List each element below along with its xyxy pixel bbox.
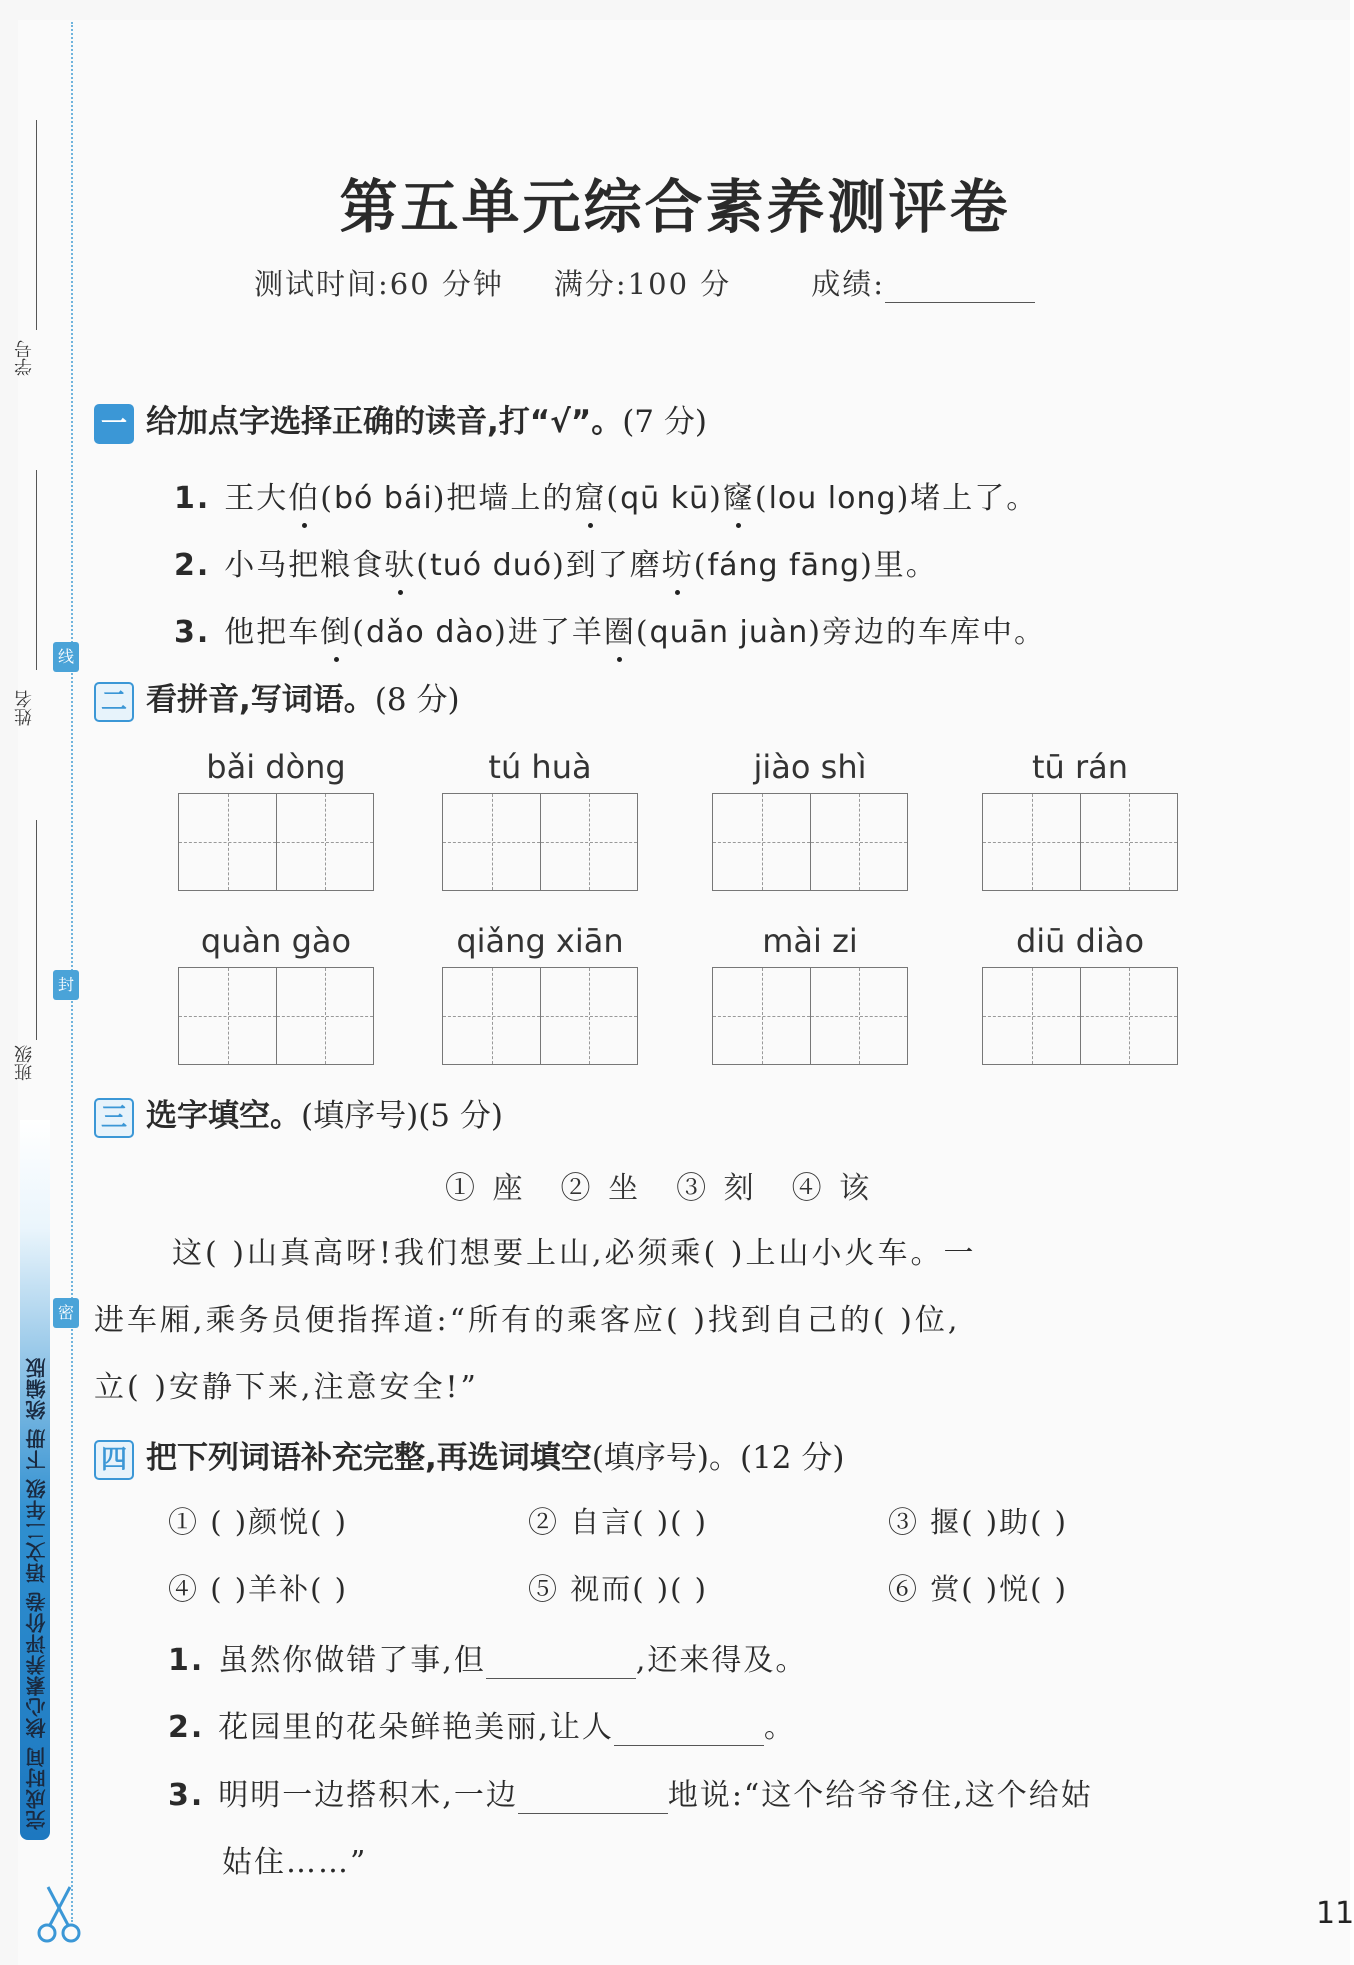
- pinyin-choice[interactable]: tuó duó: [430, 548, 553, 583]
- s3-passage-line-3: 立( )安静下来,注意安全!”: [94, 1370, 479, 1405]
- section-4-points: (填序号)。(12 分): [591, 1440, 845, 1476]
- dotted-char: 倒: [320, 615, 353, 650]
- item-number: 3.: [168, 1778, 205, 1813]
- option: ① 座: [445, 1171, 527, 1206]
- pinyin-choice[interactable]: lou long: [768, 481, 897, 516]
- name-label: 姓名: [14, 690, 35, 726]
- text: (: [320, 481, 334, 516]
- pinyin-choice[interactable]: qū kū: [620, 481, 710, 516]
- item-number: 1.: [168, 1643, 205, 1678]
- text: ): [709, 481, 723, 516]
- section-3-points: (填序号)(5 分): [301, 1098, 503, 1134]
- dotted-char: 圈: [603, 615, 636, 650]
- full-score: 满分:100 分: [553, 267, 732, 301]
- answer-blank[interactable]: [614, 1716, 764, 1746]
- writing-grid[interactable]: [442, 793, 638, 891]
- idiom-blank[interactable]: ① ( )颜悦( ): [168, 1505, 348, 1539]
- text: )堵上了。: [896, 481, 1039, 516]
- item-number: 1.: [174, 481, 211, 516]
- dotted-char: 窿: [722, 481, 755, 516]
- dotted-char: 坊: [661, 548, 694, 583]
- section-2-heading: [94, 674, 460, 722]
- score-blank[interactable]: [885, 277, 1035, 303]
- section-4-title: 把下列词语补充完整,再选词填空: [146, 1440, 592, 1476]
- pinyin-label: quàn gào: [200, 922, 352, 960]
- text: (: [606, 481, 621, 516]
- text: 他把车: [224, 615, 321, 650]
- section-4-heading: [94, 1432, 844, 1480]
- section-3-title: 选字填空。: [146, 1098, 301, 1134]
- section-1-title: 给加点字选择正确的读音,打“√”。: [146, 404, 623, 440]
- option: ④ 该: [791, 1171, 874, 1206]
- writing-grid[interactable]: [982, 967, 1178, 1065]
- idiom-blank[interactable]: ③ 揠( )助( ): [888, 1505, 1068, 1539]
- pinyin-choice[interactable]: fáng fāng: [707, 548, 861, 583]
- writing-grid[interactable]: [712, 967, 908, 1065]
- text: )进了羊: [494, 615, 604, 650]
- text: )里。: [860, 548, 938, 583]
- s4-item-3: [168, 1770, 1093, 1814]
- text: 王大: [224, 481, 289, 516]
- text: 小马把粮食: [224, 548, 385, 583]
- s4-idioms-row-1: [168, 1500, 1068, 1541]
- option: ② 坐: [560, 1171, 643, 1206]
- item-number: 2.: [174, 548, 211, 583]
- pinyin-choice[interactable]: bó bái: [334, 481, 433, 516]
- text: (: [754, 481, 769, 516]
- item-number: 3.: [174, 615, 211, 650]
- section-1-badge: 一: [94, 404, 134, 444]
- pinyin-choice[interactable]: dǎo dào: [366, 615, 495, 650]
- dotted-char: 窟: [574, 481, 607, 516]
- character-options: [445, 1163, 907, 1207]
- pinyin-label: tū rán: [1031, 748, 1129, 786]
- answer-blank[interactable]: [486, 1649, 636, 1679]
- scissors-icon: [36, 1885, 82, 1945]
- section-4-badge: 四: [94, 1440, 134, 1480]
- class-rule: [36, 820, 37, 1040]
- writing-grid[interactable]: [178, 967, 374, 1065]
- text: )到了磨: [552, 548, 662, 583]
- s4-item-3-continuation: 姑住……”: [222, 1845, 368, 1880]
- text: 地说:“这个给爷爷住,这个给姑: [667, 1778, 1093, 1813]
- text: 花园里的花朵鲜艳美丽,让人: [218, 1710, 614, 1745]
- dotted-char: 驮: [384, 548, 417, 583]
- section-2-badge: 二: [94, 682, 134, 722]
- exam-meta: [254, 262, 1035, 303]
- writing-grid[interactable]: [712, 793, 908, 891]
- pinyin-label: bǎi dòng: [206, 748, 346, 786]
- idiom-blank[interactable]: ② 自言( )( ): [528, 1505, 708, 1539]
- class-label: 班级: [14, 1045, 35, 1081]
- idiom-blank[interactable]: ⑤ 视而( )( ): [528, 1572, 708, 1606]
- section-1-heading: [94, 396, 707, 444]
- pinyin-label: mài zi: [762, 922, 858, 960]
- pinyin-label: qiǎng xiān: [456, 922, 624, 960]
- text: 。: [763, 1710, 796, 1745]
- name-rule: [36, 470, 37, 670]
- s1-item-2: [174, 540, 938, 584]
- text: (: [416, 548, 430, 583]
- text: )旁边的车库中。: [808, 615, 1047, 650]
- writing-grid[interactable]: [442, 967, 638, 1065]
- text: 虽然你做错了事,但: [218, 1643, 486, 1678]
- idiom-blank[interactable]: ④ ( )羊补( ): [168, 1572, 348, 1606]
- cut-mark-secret: 密: [53, 1298, 79, 1328]
- text: (: [635, 615, 650, 650]
- s1-item-3: [174, 607, 1046, 651]
- pinyin-label: diū diào: [1015, 922, 1145, 960]
- writing-grid[interactable]: [982, 793, 1178, 891]
- answer-blank[interactable]: [518, 1784, 668, 1814]
- text: )把墙上的: [432, 481, 575, 516]
- option: ③ 刻: [676, 1171, 758, 1206]
- item-number: 2.: [168, 1710, 205, 1745]
- pinyin-choice[interactable]: quān juàn: [649, 615, 809, 650]
- text: (: [352, 615, 366, 650]
- page-title: 第五单元综合素养测评卷: [339, 173, 1011, 241]
- student-no-label: 学号: [14, 340, 35, 376]
- s1-item-1: [174, 473, 1038, 517]
- text: ,还来得及。: [635, 1643, 808, 1678]
- cut-mark-seal: 封: [53, 970, 79, 1000]
- section-2-points: (8 分): [374, 682, 460, 718]
- s3-passage-line-1: 这( )山真高呀!我们想要上山,必须乘( )上山小火车。一: [172, 1236, 977, 1271]
- section-2-title: 看拼音,写词语。: [146, 682, 375, 718]
- exam-time: 测试时间:60 分钟: [254, 267, 504, 301]
- s4-item-2: [168, 1702, 796, 1746]
- text: (: [693, 548, 708, 583]
- cut-mark-line: 线: [53, 642, 79, 672]
- s3-passage-line-2: 进车厢,乘务员便指挥道:“所有的乘客应( )找到自己的( )位,: [94, 1303, 961, 1338]
- text: 明明一边搭积木,一边: [218, 1778, 518, 1813]
- s4-idioms-row-2: [168, 1567, 1068, 1608]
- s4-item-1: [168, 1635, 807, 1679]
- writing-grid[interactable]: [178, 793, 374, 891]
- score-label: 成绩:: [811, 267, 886, 301]
- page-number: 11: [1316, 1896, 1354, 1931]
- section-1-points: (7 分): [622, 404, 707, 440]
- series-title: 完成时间 核心素养评价卷 语文二年级 下册 统编版: [25, 1357, 49, 1830]
- pinyin-label: jiào shì: [753, 748, 867, 786]
- idiom-blank[interactable]: ⑥ 赏( )悦( ): [888, 1572, 1068, 1606]
- section-3-heading: [94, 1090, 503, 1138]
- pinyin-label: tú huà: [488, 748, 592, 786]
- section-3-badge: 三: [94, 1098, 134, 1138]
- dotted-char: 伯: [288, 481, 321, 516]
